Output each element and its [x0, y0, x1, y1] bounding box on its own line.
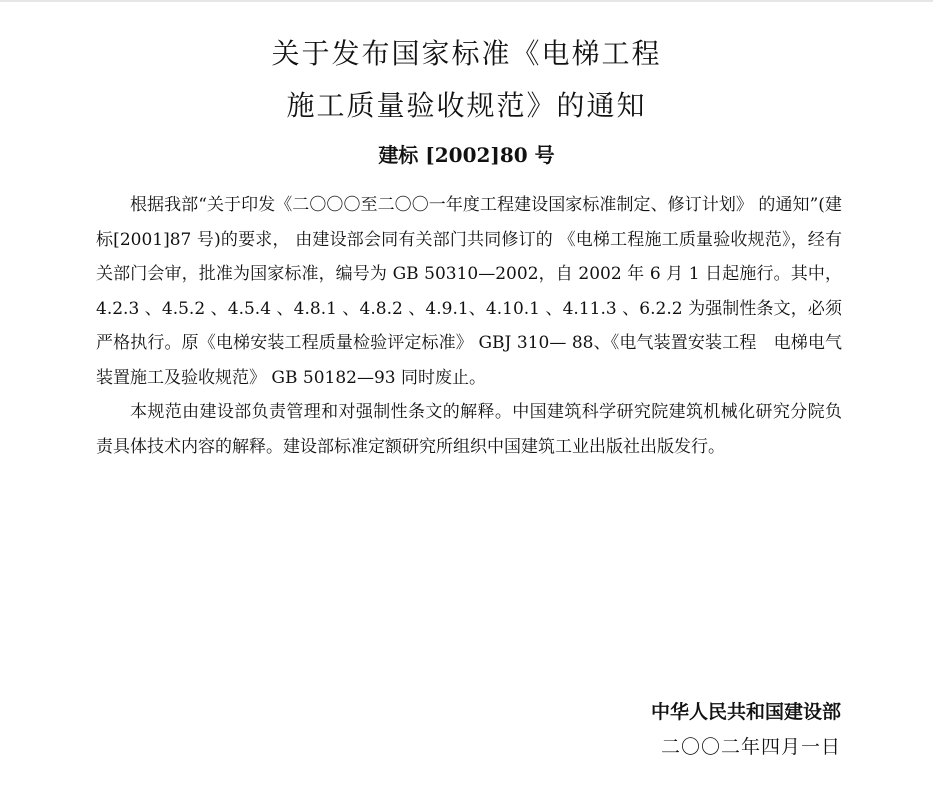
paragraph-2: 本规范由建设部负责管理和对强制性条文的解释。中国建筑科学研究院建筑机械化研究分院负责具体技术内容的解释。建设部标准定额研究所组织中国建筑工业出版社出版发行。 — [96, 402, 842, 457]
title-line-1: 关于发布国家标准《电梯工程 — [271, 37, 662, 70]
page-top-edge — [0, 0, 933, 2]
title-line-2: 施工质量验收规范》的通知 — [286, 89, 647, 122]
paragraph-1: 根据我部“关于印发《二〇〇〇至二〇〇一年度工程建设国家标准制定、修订计划》 的通知”(建标[2001]87 号)的要求， 由建设部会同有关部门共同修订的 《电梯工程施工质量验收规范》，经有关部门会审，批准为国家标准，编号为 GB 50310—2002，自 2002 年 6 月 1 日起施行。其中， 4.2.3 、4.5.2 、4.5.4 、4.8.1 、4.8.2 、4.9.1、4.10.1 、4.11.3 、6.2.2 为强制性条文，必须严格执行。原《电梯安装工程质量检验评定标准》 GBJ 310— 88、《电气装置安装工程 电梯电气装置施工及验收规范》 GB 50182—93 同时废止。 — [96, 195, 842, 388]
issue-date: 二〇〇二年四月一日 — [660, 736, 841, 758]
issuing-authority: 中华人民共和国建设部 — [650, 701, 841, 723]
notice-body — [96, 188, 842, 464]
document-number: 建标 [2002]80 号 — [378, 143, 555, 167]
